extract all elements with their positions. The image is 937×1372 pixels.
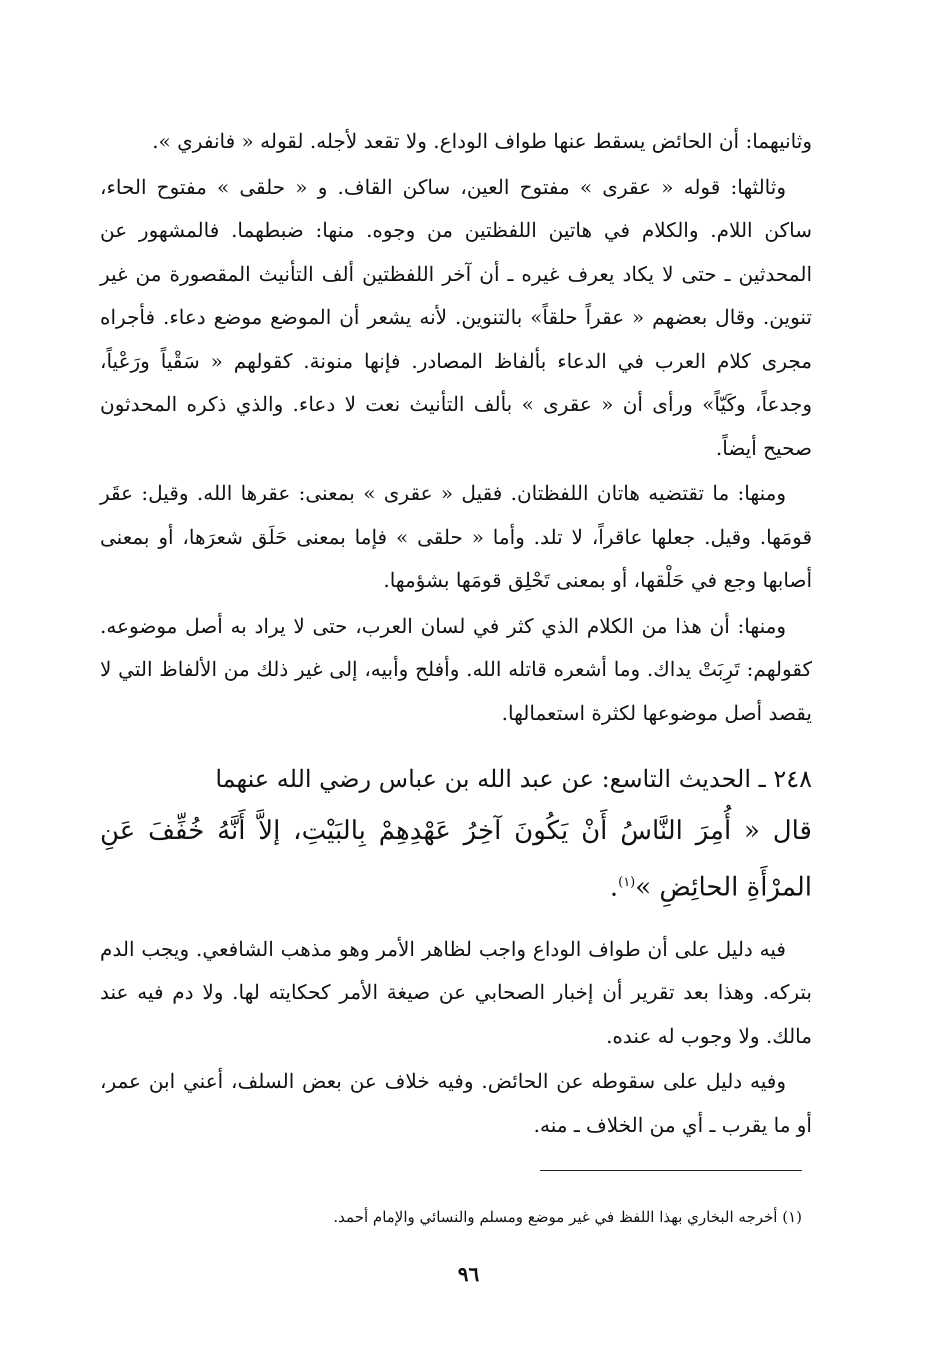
- page-body: [100, 120, 812, 1149]
- hadith-block: [100, 753, 812, 914]
- paragraph-5: فيه دليل على أن طواف الوداع واجب لظاهر الأمر وهو مذهب الشافعي. ويجب الدم بتركه. وهذا بعد تقرير أن إخبار الصحابي عن صيغة الأمر كحكايته لها. ولا دم فيه عند مالك. ولا وجوب له عنده.: [100, 936, 812, 1048]
- page-number: ٩٦: [457, 1262, 480, 1286]
- footnote-ref: (١): [618, 875, 636, 890]
- paragraph-1: وثانيهما: أن الحائض يسقط عنها طواف الوداع. ولا تقعد لأجله. لقوله « فانفري ».: [152, 129, 812, 153]
- hadith-text: قال « أُمِرَ النَّاسُ أَنْ يَكُونَ آخِرُ عَهْدِهِمْ بِالبَيْتِ، إلاَّ أَنَّهُ خُفِّفَ عَنِ المرْأَةِ الحائِضِ »: [100, 816, 812, 903]
- paragraph-3: ومنها: ما تقتضيه هاتان اللفظتان. فقيل « عقرى » بمعنى: عقرها الله. وقيل: عقَر قومَها. وقيل. جعلها عاقراً، لا تلد. وأما « حلقى » فإما بمعنى حَلَق شعرَها، أو بمعنى أصابها وجع في حَلْقها، أو بمعنى تَحْلِق قومَها بشؤمها.: [100, 481, 813, 592]
- footnote-divider: [540, 1170, 802, 1171]
- paragraph-4: ومنها: أن هذا من الكلام الذي كثر في لسان العرب، حتى لا يراد به أصل موضوعه. كقولهم: تَرِبَتْ يداك. وما أشعره قاتله الله. وأفلح وأبيه، إلى غير ذلك من الألفاظ التي لا يقصد أصل موضوعها لكثرة استعمالها.: [100, 613, 812, 725]
- hadith-end: .: [609, 872, 619, 903]
- hadith-heading: ٢٤٨ ـ الحديث التاسع: عن عبد الله بن عباس رضي الله عنهما: [215, 765, 812, 793]
- paragraph-2: وثالثها: قوله « عقرى » مفتوح العين، ساكن القاف. و « حلقى » مفتوح الحاء، ساكن اللام. والكلام في هاتين اللفظتين من وجوه. منها: ضبطهما. فالمشهور عن المحدثين ـ حتى لا يكاد يعرف غيره ـ أن آخر اللفظتين ألف التأنيث المقصورة من غير تنوين. وقال بعضهم « عقراً حلقاً» بالتنوين. لأنه يشعر أن الموضع موضع دعاء. فأجراه مجرى كلام العرب في الدعاء بألفاظ المصادر. فإنها منونة. كقولهم « سَقْياً ورَعْياً، وجدعاً، وكَيّاً» ورأى أن « عقرى » بألف التأنيث نعت لا دعاء. والذي ذكره المحدثون صحيح أيضاً.: [100, 174, 812, 460]
- footnote: (١) أخرجه البخاري بهذا اللفظ في غير موضع ومسلم والنسائي والإمام أحمد.: [333, 1208, 802, 1226]
- paragraph-6: وفيه دليل على سقوطه عن الحائض. وفيه خلاف عن بعض السلف، أعني ابن عمر، أو ما يقرب ـ أي من الخلاف ـ منه.: [100, 1069, 812, 1137]
- hadith-text-container: [100, 805, 812, 914]
